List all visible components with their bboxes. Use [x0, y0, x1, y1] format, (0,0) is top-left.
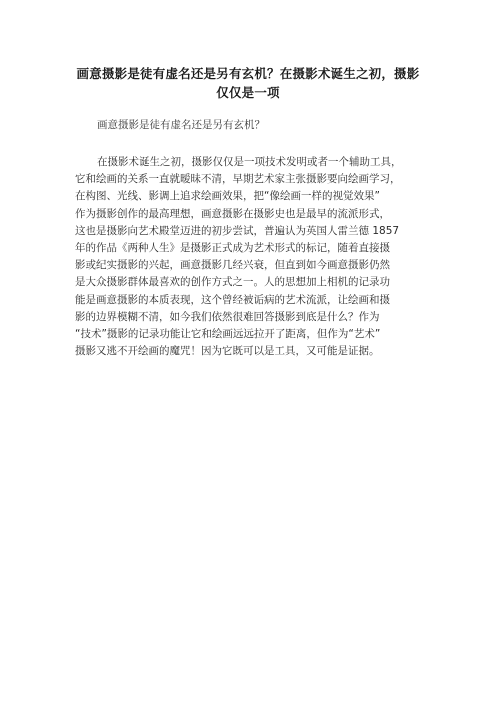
body-line: 年的作品《两种人生》是摄影正式成为艺术形式的标记，随着直接摄 — [75, 242, 390, 255]
body-line: 作为摄影创作的最高理想，画意摄影在摄影史也是最早的流派形式， — [75, 207, 390, 220]
body-line: 是大众摄影群体最喜欢的创作方式之一。人的思想加上相机的记录功 — [75, 276, 390, 289]
body-line: “技术”摄影的记录功能让它和绘画远远拉开了距离，但作为“艺术” — [75, 328, 381, 341]
title-line: 仅仅是一项 — [216, 85, 280, 100]
title-line: 画意摄影是徒有虚名还是另有玄机？在摄影术诞生之初，摄影 — [76, 66, 420, 81]
body-line: 在构图、光线、影调上追求绘画效果，把“像绘画一样的视觉效果” — [75, 190, 380, 203]
body-line: 这也是摄影向艺术殿堂迈进的初步尝试，普遍认为英国人雷兰德 1857 — [75, 224, 400, 237]
body-line: 能是画意摄影的本质表现，这个曾经被诟病的艺术流派，让绘画和摄 — [75, 293, 390, 306]
body-paragraph — [75, 154, 431, 360]
body-line: 影的边界模糊不清，如今我们依然很难回答摄影到底是什么？作为 — [75, 310, 380, 323]
document-title — [60, 64, 436, 102]
body-line: 影或纪实摄影的兴起，画意摄影几经兴衰，但直到如今画意摄影仍然 — [75, 259, 390, 272]
body-line: 在摄影术诞生之初，摄影仅仅是一项技术发明或者一个辅助工具， — [97, 156, 402, 168]
body-line: 摄影又逃不开绘画的魔咒！因为它既可以是工具，又可能是证据。 — [75, 345, 380, 358]
section-subtitle: 画意摄影是徒有虚名还是另有玄机？ — [97, 119, 265, 131]
body-line: 它和绘画的关系一直就暧昧不清，早期艺术家主张摄影要向绘画学习， — [75, 173, 401, 186]
